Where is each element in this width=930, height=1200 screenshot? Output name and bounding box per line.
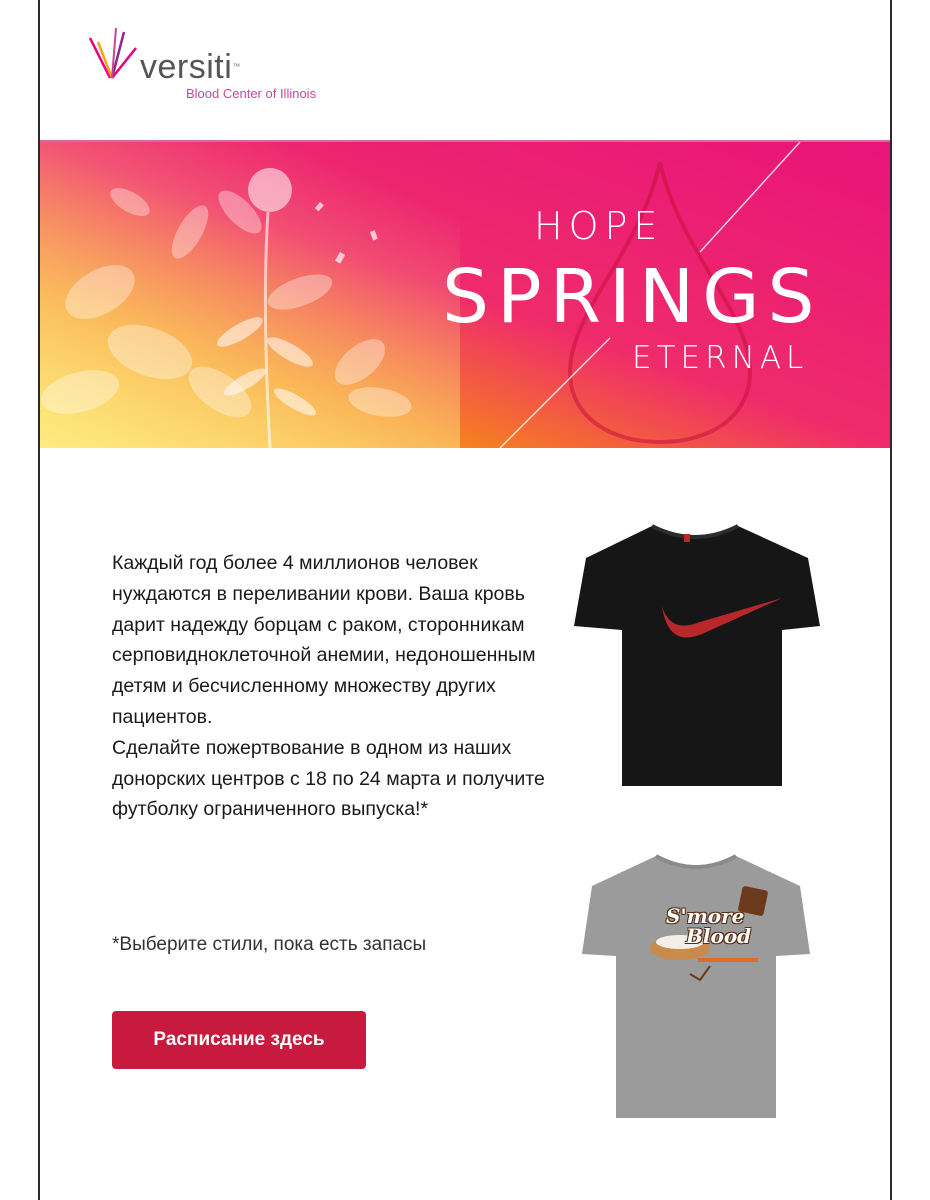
email-frame	[38, 0, 892, 1200]
logo-subtitle: Blood Center of Illinois	[186, 86, 317, 101]
gray-tshirt-print-line1: S'more	[666, 904, 745, 928]
body-paragraph-2: Сделайте пожертвование в одном из наших донорских центров с 18 по 24 марта и получите футболку ограниченного выпуска!*	[112, 736, 545, 821]
schedule-button[interactable]: Расписание здесь	[112, 1011, 366, 1069]
banner-title-hope: HOPE	[534, 204, 664, 248]
versiti-logo[interactable]	[88, 28, 348, 108]
gray-tshirt-print-line2: Blood	[686, 924, 752, 948]
logo-wordmark: versiti™	[140, 48, 241, 86]
gray-tshirt-image[interactable]	[580, 850, 812, 1122]
banner-title-springs: SPRINGS	[442, 254, 823, 340]
banner-title-eternal: ETERNAL	[632, 340, 809, 376]
body-copy	[112, 548, 572, 825]
hero-banner[interactable]	[40, 142, 890, 448]
versiti-v-mark-icon	[88, 28, 142, 84]
stock-note: *Выберите стили, пока есть запасы	[112, 934, 427, 955]
body-paragraph-1: Каждый год более 4 миллионов человек нуждаются в переливании крови. Ваша кровь дарит надежду борцам с раком, сторонникам серповидноклеточной анемии, недоношенным детям и бесчисленному множеству других пациентов.	[112, 552, 536, 728]
black-tshirt-image[interactable]	[570, 518, 820, 790]
